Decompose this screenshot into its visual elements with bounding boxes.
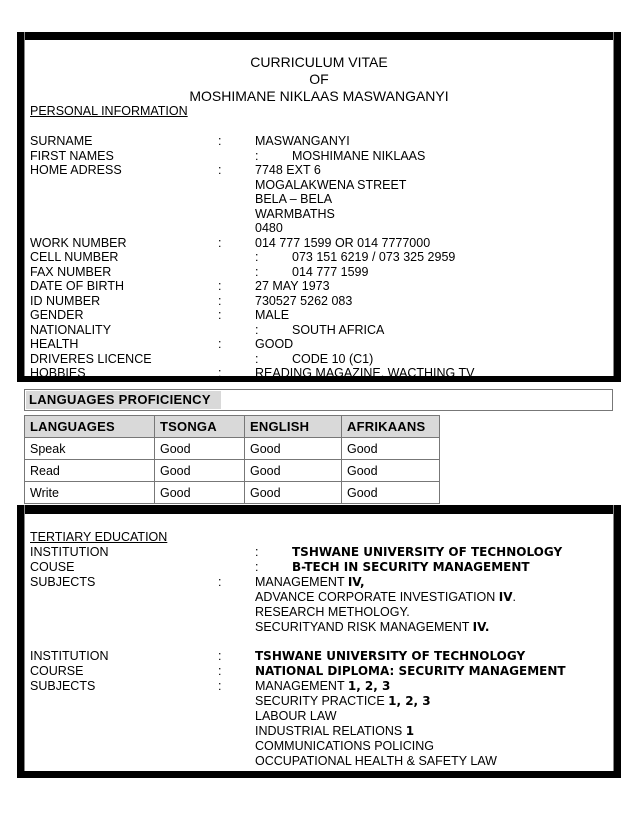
value-colon: : xyxy=(255,250,259,264)
table-cell: Good xyxy=(342,460,440,482)
field-colon: : xyxy=(218,163,222,177)
field-label: DATE OF BIRTH xyxy=(30,279,124,293)
table-row xyxy=(25,460,440,482)
table-cell: Read xyxy=(25,460,155,482)
table-cell: Good xyxy=(245,460,342,482)
institution-label: INSTITUTION xyxy=(30,545,109,559)
field-value: CODE 10 (C1) xyxy=(292,351,374,366)
institution-value: TSHWANE UNIVERSITY OF TECHNOLOGY xyxy=(255,649,526,663)
subject-name: MANAGEMENT xyxy=(255,575,348,589)
field-colon: : xyxy=(218,134,222,148)
course-value: B-TECH IN SECURITY MANAGEMENT xyxy=(292,560,530,574)
subject-tail: . xyxy=(512,590,517,604)
course-colon: : xyxy=(255,560,259,574)
table-cell: Good xyxy=(245,438,342,460)
field-label: NATIONALITY xyxy=(30,322,112,337)
subject-item xyxy=(255,590,516,604)
subject-name: MANAGEMENT xyxy=(255,679,348,693)
table-cell: Good xyxy=(155,460,245,482)
subject-name: LABOUR LAW xyxy=(255,709,337,723)
cv-name: MOSHIMANE NIKLAAS MASWANGANYI xyxy=(189,88,449,104)
value-colon: : xyxy=(255,264,259,279)
table-cell: Good xyxy=(245,482,342,504)
value-colon: : xyxy=(255,148,259,163)
subject-level: 1, 2, 3 xyxy=(347,679,391,693)
column-header: LANGUAGES xyxy=(25,416,155,438)
subjects-label: SUBJECTS xyxy=(30,575,96,589)
field-colon: : xyxy=(218,337,222,351)
field-colon: : xyxy=(218,293,222,308)
subject-name: RESEARCH METHOLOGY. xyxy=(255,605,410,619)
course-value: NATIONAL DIPLOMA: SECURITY MANAGEMENT xyxy=(255,664,566,678)
institution-colon: : xyxy=(255,545,259,559)
subjects-colon: : xyxy=(218,575,222,589)
field-label: HEALTH xyxy=(30,337,79,351)
table-cell: Write xyxy=(25,482,155,504)
field-label: SURNAME xyxy=(30,134,93,148)
field-colon: : xyxy=(218,235,222,250)
field-value: MOGALAKWENA STREET xyxy=(255,177,407,192)
table-header-row xyxy=(25,416,440,438)
field-value: MALE xyxy=(255,308,290,322)
field-colon: : xyxy=(218,279,222,293)
subjects-label: SUBJECTS xyxy=(30,679,96,693)
field-label: ID NUMBER xyxy=(30,293,101,308)
subject-item xyxy=(255,605,410,619)
field-value: GOOD xyxy=(255,337,294,351)
field-value: MASWANGANYI xyxy=(255,134,350,148)
field-label: HOBBIES xyxy=(30,366,86,380)
subject-level: 1 xyxy=(405,724,415,738)
field-value: 0480 xyxy=(255,221,283,235)
subject-name: ADVANCE CORPORATE INVESTIGATION xyxy=(255,590,499,604)
subject-level: IV xyxy=(498,590,513,604)
subject-item xyxy=(255,620,489,634)
subjects-colon: : xyxy=(218,679,222,693)
table-row xyxy=(25,482,440,504)
field-value: BELA – BELA xyxy=(255,192,333,206)
field-label: HOME ADRESS xyxy=(30,163,122,177)
frame-bottom-border xyxy=(17,771,621,778)
field-label: DRIVERES LICENCE xyxy=(30,351,152,366)
value-colon: : xyxy=(255,351,259,366)
institution-label: INSTITUTION xyxy=(30,649,109,663)
subject-item xyxy=(255,739,434,753)
institution-colon: : xyxy=(218,649,222,663)
column-header: AFRIKAANS xyxy=(342,416,440,438)
subject-name: SECURITYAND RISK MANAGEMENT xyxy=(255,620,473,634)
subject-item xyxy=(255,694,431,708)
languages-heading: LANGUAGES PROFICIENCY xyxy=(26,391,221,409)
field-label: FIRST NAMES xyxy=(30,148,114,163)
subject-level: IV. xyxy=(472,620,490,634)
field-value: 014 777 1599 OR 014 7777000 xyxy=(255,235,431,250)
subject-item xyxy=(255,709,337,723)
subject-level: IV, xyxy=(347,575,365,589)
personal-heading: PERSONAL INFORMATION xyxy=(30,104,188,118)
field-value: 730527 5262 083 xyxy=(255,293,353,308)
subject-name: OCCUPATIONAL HEALTH & SAFETY LAW xyxy=(255,754,497,768)
subject-level: 1, 2, 3 xyxy=(388,694,431,708)
cv-title: CURRICULUM VITAE xyxy=(250,54,388,70)
field-value: 073 151 6219 / 073 325 2959 xyxy=(292,250,456,264)
field-label: CELL NUMBER xyxy=(30,250,119,264)
field-colon: : xyxy=(218,366,222,380)
value-colon: : xyxy=(255,322,259,337)
institution-value: TSHWANE UNIVERSITY OF TECHNOLOGY xyxy=(292,545,563,559)
field-value: SOUTH AFRICA xyxy=(292,322,385,337)
table-cell: Good xyxy=(155,482,245,504)
column-header: ENGLISH xyxy=(245,416,342,438)
table-cell: Good xyxy=(342,482,440,504)
languages-table xyxy=(24,415,440,504)
cv-title-of: OF xyxy=(309,71,329,87)
field-label: WORK NUMBER xyxy=(30,235,127,250)
field-label: FAX NUMBER xyxy=(30,264,112,279)
subject-name: INDUSTRIAL RELATIONS xyxy=(255,724,406,738)
table-cell: Speak xyxy=(25,438,155,460)
field-value: READING MAGAZINE, WACTHING TV xyxy=(255,366,475,380)
table-row xyxy=(25,438,440,460)
field-label: GENDER xyxy=(30,308,84,322)
subject-item xyxy=(255,679,390,693)
subject-item xyxy=(255,724,414,738)
column-header: TSONGA xyxy=(155,416,245,438)
subject-item xyxy=(255,754,497,768)
field-value: 27 MAY 1973 xyxy=(255,279,330,293)
field-value: 7748 EXT 6 xyxy=(255,163,321,177)
subject-name: COMMUNICATIONS POLICING xyxy=(255,739,434,753)
field-colon: : xyxy=(218,308,222,322)
course-label: COUSE xyxy=(30,560,75,574)
table-cell: Good xyxy=(155,438,245,460)
subject-name: SECURITY PRACTICE xyxy=(255,694,389,708)
table-cell: Good xyxy=(342,438,440,460)
field-value: WARMBATHS xyxy=(255,206,335,221)
subject-item xyxy=(255,575,365,589)
field-value: 014 777 1599 xyxy=(292,264,369,279)
field-value: MOSHIMANE NIKLAAS xyxy=(292,148,426,163)
tertiary-heading: TERTIARY EDUCATION xyxy=(30,530,168,544)
course-colon: : xyxy=(218,664,222,678)
course-label: COURSE xyxy=(30,664,84,678)
